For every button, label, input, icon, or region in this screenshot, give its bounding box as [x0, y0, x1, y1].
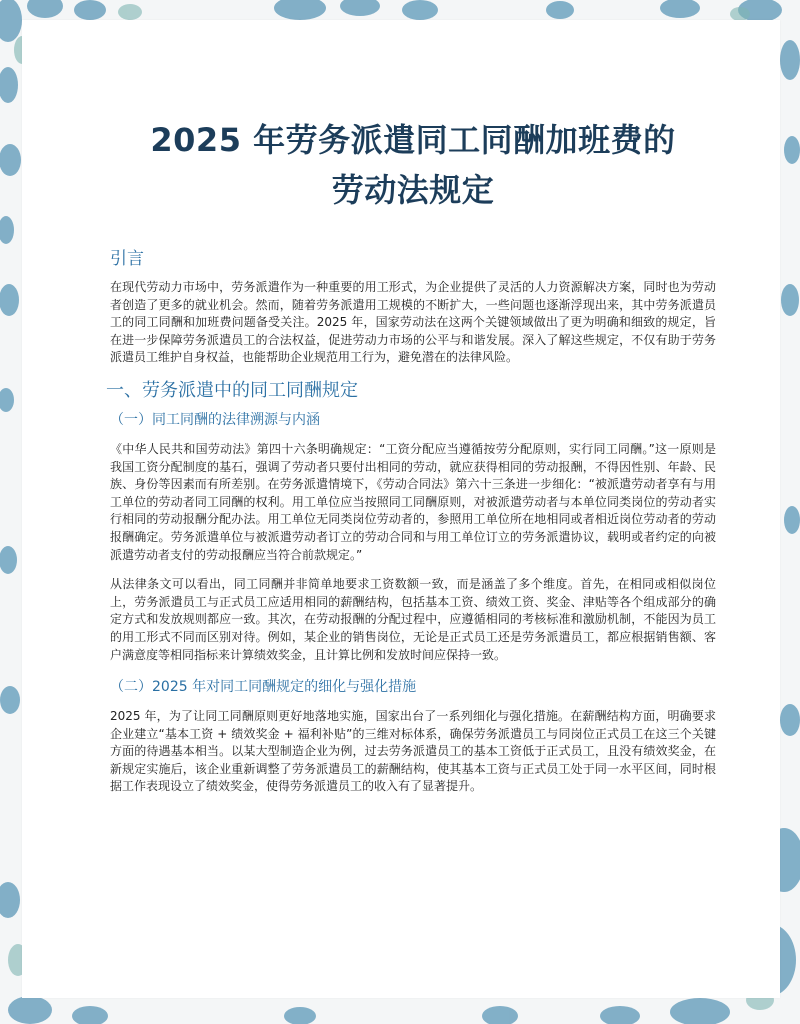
title-line-1: 2025 年劳务派遣同工同酬加班费的 [150, 121, 676, 159]
subsection1-paragraph-2: 从法律条文可以看出，同工同酬并非简单地要求工资数额一致，而是涵盖了多个维度。首先，在相同或相似岗位上，劳务派遣员工与正式员工应适用相同的薪酬结构，包括基本工资、绩效工资、奖金、津贴等各个组成部分的确定方式和发放规则都应一致。其次，在劳动报酬的分配过程中，应遵循相同的考核标准和激励机制，不能因为员工的用工形式不同而区别对待。例如，某企业的销售岗位，无论是正式员工还是劳务派遣员工，都应根据销售额、客户满意度等相同指标来计算绩效奖金，且计算比例和发放时间应保持一致。 [110, 577, 716, 662]
subsection2-heading: （二）2025 年对同工同酬规定的细化与强化措施 [110, 679, 417, 696]
subsection1-heading: （一）同工同酬的法律溯源与内涵 [110, 411, 320, 428]
section1-heading: 一、劳务派遣中的同工同酬规定 [106, 379, 358, 401]
intro-heading: 引言 [110, 249, 144, 269]
subsection1-paragraph-1: 《中华人民共和国劳动法》第四十六条明确规定：“工资分配应当遵循按劳分配原则，实行同工同酬。”这一原则是我国工资分配制度的基石，强调了劳动者只要付出相同的劳动，就应获得相同的劳动报酬，不得因性别、年龄、民族、身份等因素而有所差别。在劳务派遣情境下，《劳动合同法》第六十三条进一步细化：“被派遣劳动者享有与用工单位的劳动者同工同酬的权利。用工单位应当按照同工同酬原则，对被派遣劳动者与本单位同类岗位的劳动者实行相同的劳动报酬分配办法。用工单位无同类岗位劳动者的，参照用工单位所在地相同或者相近岗位劳动者的劳动报酬确定。劳务派遣单位与被派遣劳动者订立的劳动合同和与用工单位订立的劳务派遣协议，载明或者约定的向被派遣劳动者支付的劳动报酬应当符合前款规定。” [110, 441, 716, 562]
title-line-2: 劳动法规定 [331, 171, 495, 209]
subsection2-paragraph-1: 2025 年，为了让同工同酬原则更好地落地实施，国家出台了一系列细化与强化措施。在薪酬结构方面，明确要求企业建立“基本工资 + 绩效奖金 + 福利补贴”的三维对标体系，确保劳务派遣员工与同岗位正式员工在这三个关键方面的待遇基本相当。以某大型制造企业为例，过去劳务派遣员工的基本工资低于正式员工，且没有绩效奖金，在新规定实施后，该企业重新调整了劳务派遣员工的薪酬结构，使其基本工资与正式员工处于同一水平区间，同时根据工作表现设立了绩效奖金，使得劳务派遣员工的收入有了显著提升。 [110, 709, 716, 794]
document-content [106, 115, 716, 808]
document-page [22, 20, 780, 998]
document-title [110, 115, 716, 215]
intro-paragraph: 在现代劳动力市场中，劳务派遣作为一种重要的用工形式，为企业提供了灵活的人力资源解决方案，同时也为劳动者创造了更多的就业机会。然而，随着劳务派遣用工规模的不断扩大，一些问题也逐渐浮现出来，其中劳务派遣员工的同工同酬和加班费问题备受关注。2025 年，国家劳动法在这两个关键领域做出了更为明确和细致的规定，旨在进一步保障劳务派遣员工的合法权益，促进劳动力市场的公平与和谐发展。深入了解这些规定，不仅有助于劳务派遣员工维护自身权益，也能帮助企业规范用工行为，避免潜在的法律风险。 [110, 280, 716, 365]
